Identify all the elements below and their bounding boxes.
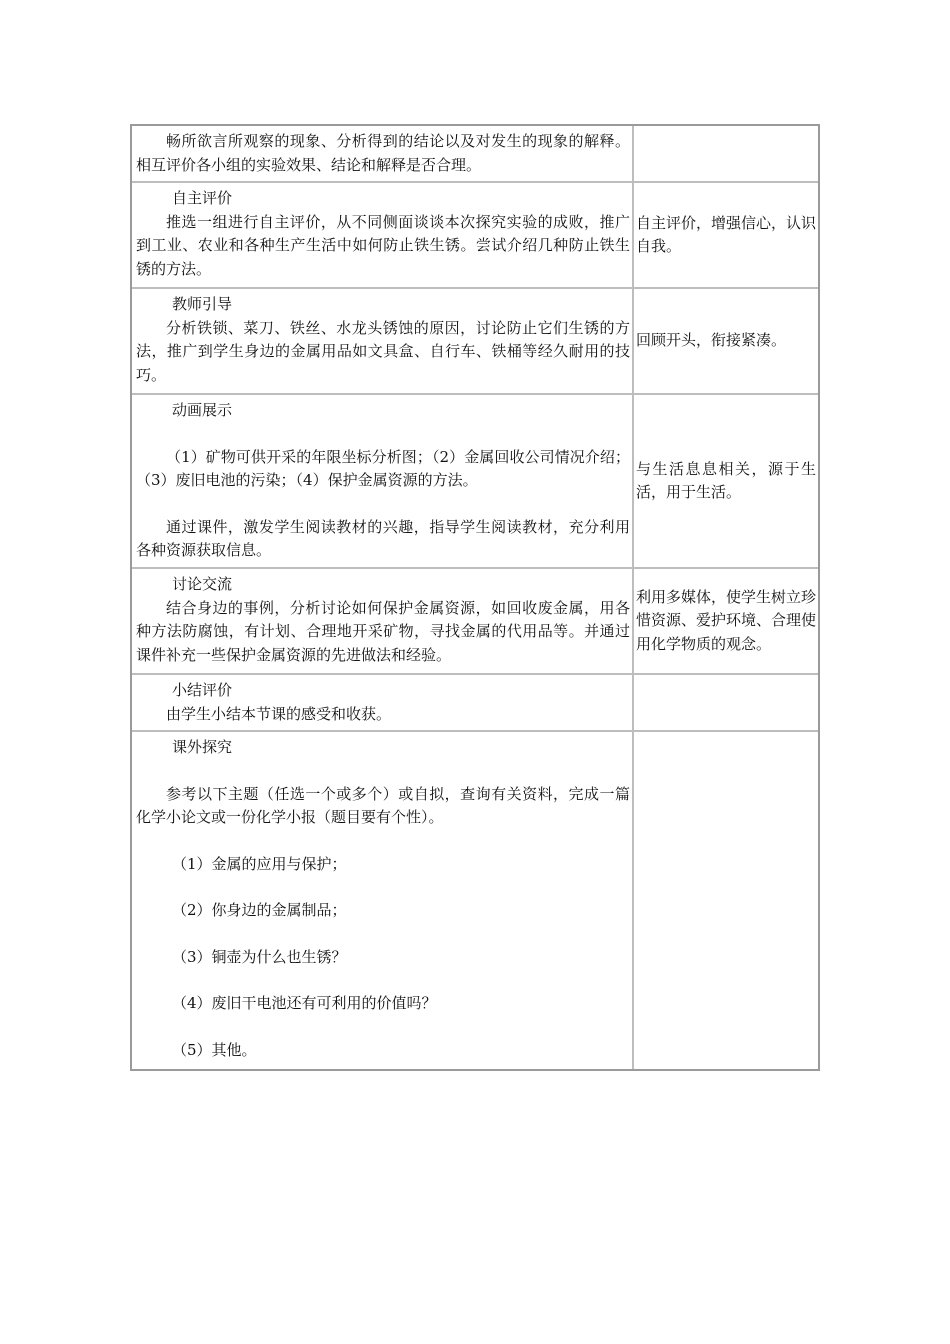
activity-text: 分析铁锁、菜刀、铁丝、水龙头锈蚀的原因，讨论防止它们生锈的方法，推广到学生身边的金属用品如文具盒、自行车、铁桶等经久耐用的技巧。: [136, 318, 630, 384]
table-row: [132, 181, 818, 287]
activity-cell: [132, 395, 634, 567]
intent-text: 利用多媒体，使学生树立珍惜资源、爱护环境、合理使用化学物质的观念。: [636, 587, 817, 653]
table-row: [132, 567, 818, 673]
intent-cell: [634, 126, 818, 181]
intent-text: 自主评价，增强信心，认识自我。: [636, 213, 817, 255]
activity-cell: [132, 289, 634, 393]
activity-text: 通过课件，激发学生阅读教材的兴趣，指导学生阅读教材，充分利用各种资源获取信息。: [136, 517, 630, 559]
lesson-plan-table: [130, 124, 820, 1071]
topic-item: （5）其他。: [172, 1040, 257, 1059]
section-heading: 讨论交流: [172, 575, 233, 593]
activity-cell: [132, 126, 634, 181]
activity-text: 畅所欲言所观察的现象、分析得到的结论以及对发生的现象的解释。相互评价各小组的实验效果、结论和解释是否合理。: [136, 132, 630, 174]
activity-text: 结合身边的事例，分析讨论如何保护金属资源，如回收废金属，用各种方法防腐蚀，有计划、合理地开采矿物，寻找金属的代用品等。并通过课件补充一些保护金属资源的先进做法和经验。: [136, 598, 630, 664]
table-row: [132, 287, 818, 393]
table-row: [132, 126, 818, 181]
intent-cell: [634, 732, 818, 1069]
intent-text: 回顾开头，衔接紧凑。: [636, 331, 787, 350]
section-heading: 教师引导: [172, 295, 233, 313]
section-heading: 课外探究: [172, 738, 233, 756]
table-row: [132, 673, 818, 730]
intent-cell: [634, 395, 818, 567]
intent-cell: [634, 569, 818, 673]
section-heading: 自主评价: [172, 189, 233, 207]
topic-item: （4）废旧干电池还有可利用的价值吗？: [172, 994, 437, 1012]
section-heading: 小结评价: [172, 681, 233, 699]
activity-cell: [132, 732, 634, 1069]
activity-cell: [132, 675, 634, 730]
activity-text: （1）矿物可供开采的年限坐标分析图；（2）金属回收公司情况介绍；（3）废旧电池的污染；（4）保护金属资源的方法。: [136, 447, 630, 489]
intent-cell: [634, 289, 818, 393]
section-heading: 动画展示: [172, 401, 233, 419]
topic-item: （1）金属的应用与保护；: [172, 854, 347, 873]
table-row: [132, 393, 818, 567]
intent-cell: [634, 183, 818, 287]
intent-cell: [634, 675, 818, 730]
activity-cell: [132, 569, 634, 673]
activity-text: 由学生小结本节课的感受和收获。: [166, 704, 392, 723]
table-row: [132, 730, 818, 1069]
topic-item: （2）你身边的金属制品；: [172, 901, 347, 919]
intent-text: 与生活息息相关，源于生活，用于生活。: [636, 459, 816, 501]
topic-item: （3）铜壶为什么也生锈？: [172, 947, 347, 966]
activity-cell: [132, 183, 634, 287]
activity-text: 推选一组进行自主评价，从不同侧面谈谈本次探究实验的成败，推广到工业、农业和各种生产生活中如何防止铁生锈。尝试介绍几种防止铁生锈的方法。: [136, 212, 630, 278]
activity-text: 参考以下主题（任选一个或多个）或自拟，查询有关资料，完成一篇化学小论文或一份化学小报（题目要有个性）。: [136, 784, 630, 826]
